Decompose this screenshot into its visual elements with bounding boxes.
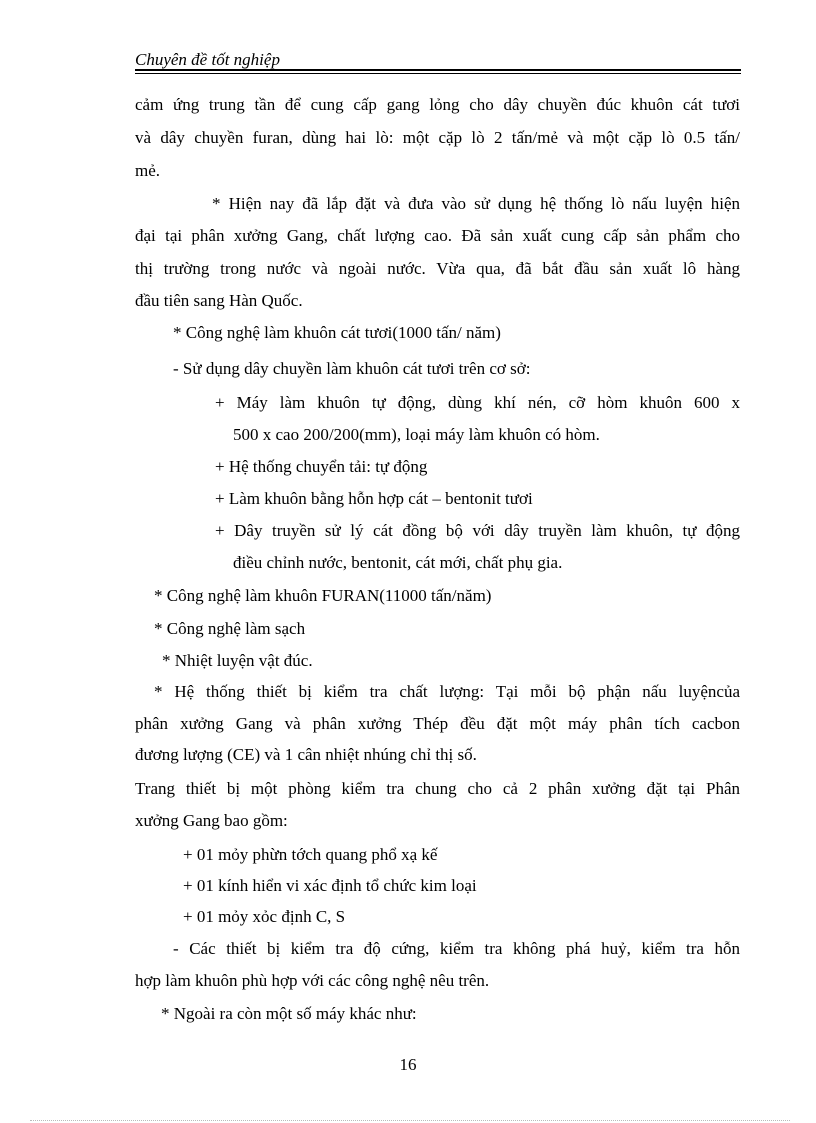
text-line: Trang thiết bị một phòng kiểm tra chung cho cả 2 phân xưởng đặt tại Phân <box>135 779 740 798</box>
text-line: điều chỉnh nước, bentonit, cát mới, chất phụ gia. <box>233 553 563 572</box>
text-line: * Công nghệ làm khuôn FURAN(11000 tấn/năm) <box>154 586 492 605</box>
text-line: 500 x cao 200/200(mm), loại máy làm khuôn có hòm. <box>233 425 600 444</box>
text-line: và dây chuyền furan, dùng hai lò: một cặp lò 2 tấn/mẻ và một cặp lò 0.5 tấn/ <box>135 128 740 147</box>
header-rule-thin <box>135 73 741 74</box>
text-line: mẻ. <box>135 161 161 180</box>
text-line: hợp làm khuôn phù hợp với các công nghệ nêu trên. <box>135 971 490 990</box>
page-bottom-border <box>30 1120 790 1121</box>
text-line: cảm ứng trung tần để cung cấp gang lỏng cho dây chuyền đúc khuôn cát tươi <box>135 95 740 114</box>
text-line: + 01 kính hiển vi xác định tổ chức kim loại <box>183 876 477 895</box>
text-line: phân xưởng Gang và phân xưởng Thép đều đặt một máy phân tích cacbon <box>135 714 740 733</box>
text-line: * Công nghệ làm sạch <box>154 619 306 638</box>
text-line: đại tại phân xưởng Gang, chất lượng cao. Đã sản xuất cung cấp sản phẩm cho <box>135 226 740 245</box>
text-line: xưởng Gang bao gồm: <box>135 811 288 830</box>
text-line: + Dây truyền sử lý cát đồng bộ với dây truyền làm khuôn, tự động <box>215 521 740 540</box>
text-line: + Hệ thống chuyển tải: tự động <box>215 457 428 476</box>
text-line: * Hiện nay đã lắp đặt và đưa vào sử dụng hệ thống lò nấu luyện hiện <box>212 194 740 213</box>
text-line: * Hệ thống thiết bị kiểm tra chất lượng: Tại mỗi bộ phận nấu luyệncủa <box>154 682 740 701</box>
text-line: + 01 mỏy phừn tớch quang phổ xạ kế <box>183 845 438 864</box>
page-number: 16 <box>399 1055 417 1074</box>
text-line: + Máy làm khuôn tự động, dùng khí nén, cỡ hòm khuôn 600 x <box>215 393 740 412</box>
document-header: Chuyên đề tốt nghiệp <box>135 50 280 69</box>
text-line: + 01 mỏy xỏc định C, S <box>183 907 346 926</box>
header-rule-thick <box>135 69 741 71</box>
text-line: * Công nghệ làm khuôn cát tươi(1000 tấn/ năm) <box>173 323 501 342</box>
text-line: đầu tiên sang Hàn Quốc. <box>135 291 303 310</box>
text-line: + Làm khuôn bằng hỗn hợp cát – bentonit tươi <box>215 489 533 508</box>
text-line: thị trường trong nước và ngoài nước. Vừa qua, đã bắt đầu sản xuất lô hàng <box>135 259 740 278</box>
text-line: * Nhiệt luyện vật đúc. <box>162 651 313 670</box>
text-line: đương lượng (CE) và 1 cân nhiệt nhúng chỉ thị số. <box>135 745 477 764</box>
text-line: * Ngoài ra còn một số máy khác như: <box>161 1004 417 1023</box>
text-line: - Các thiết bị kiểm tra độ cứng, kiểm tra không phá huỷ, kiểm tra hỗn <box>173 939 740 958</box>
text-line: - Sử dụng dây chuyền làm khuôn cát tươi trên cơ sở: <box>173 359 531 378</box>
